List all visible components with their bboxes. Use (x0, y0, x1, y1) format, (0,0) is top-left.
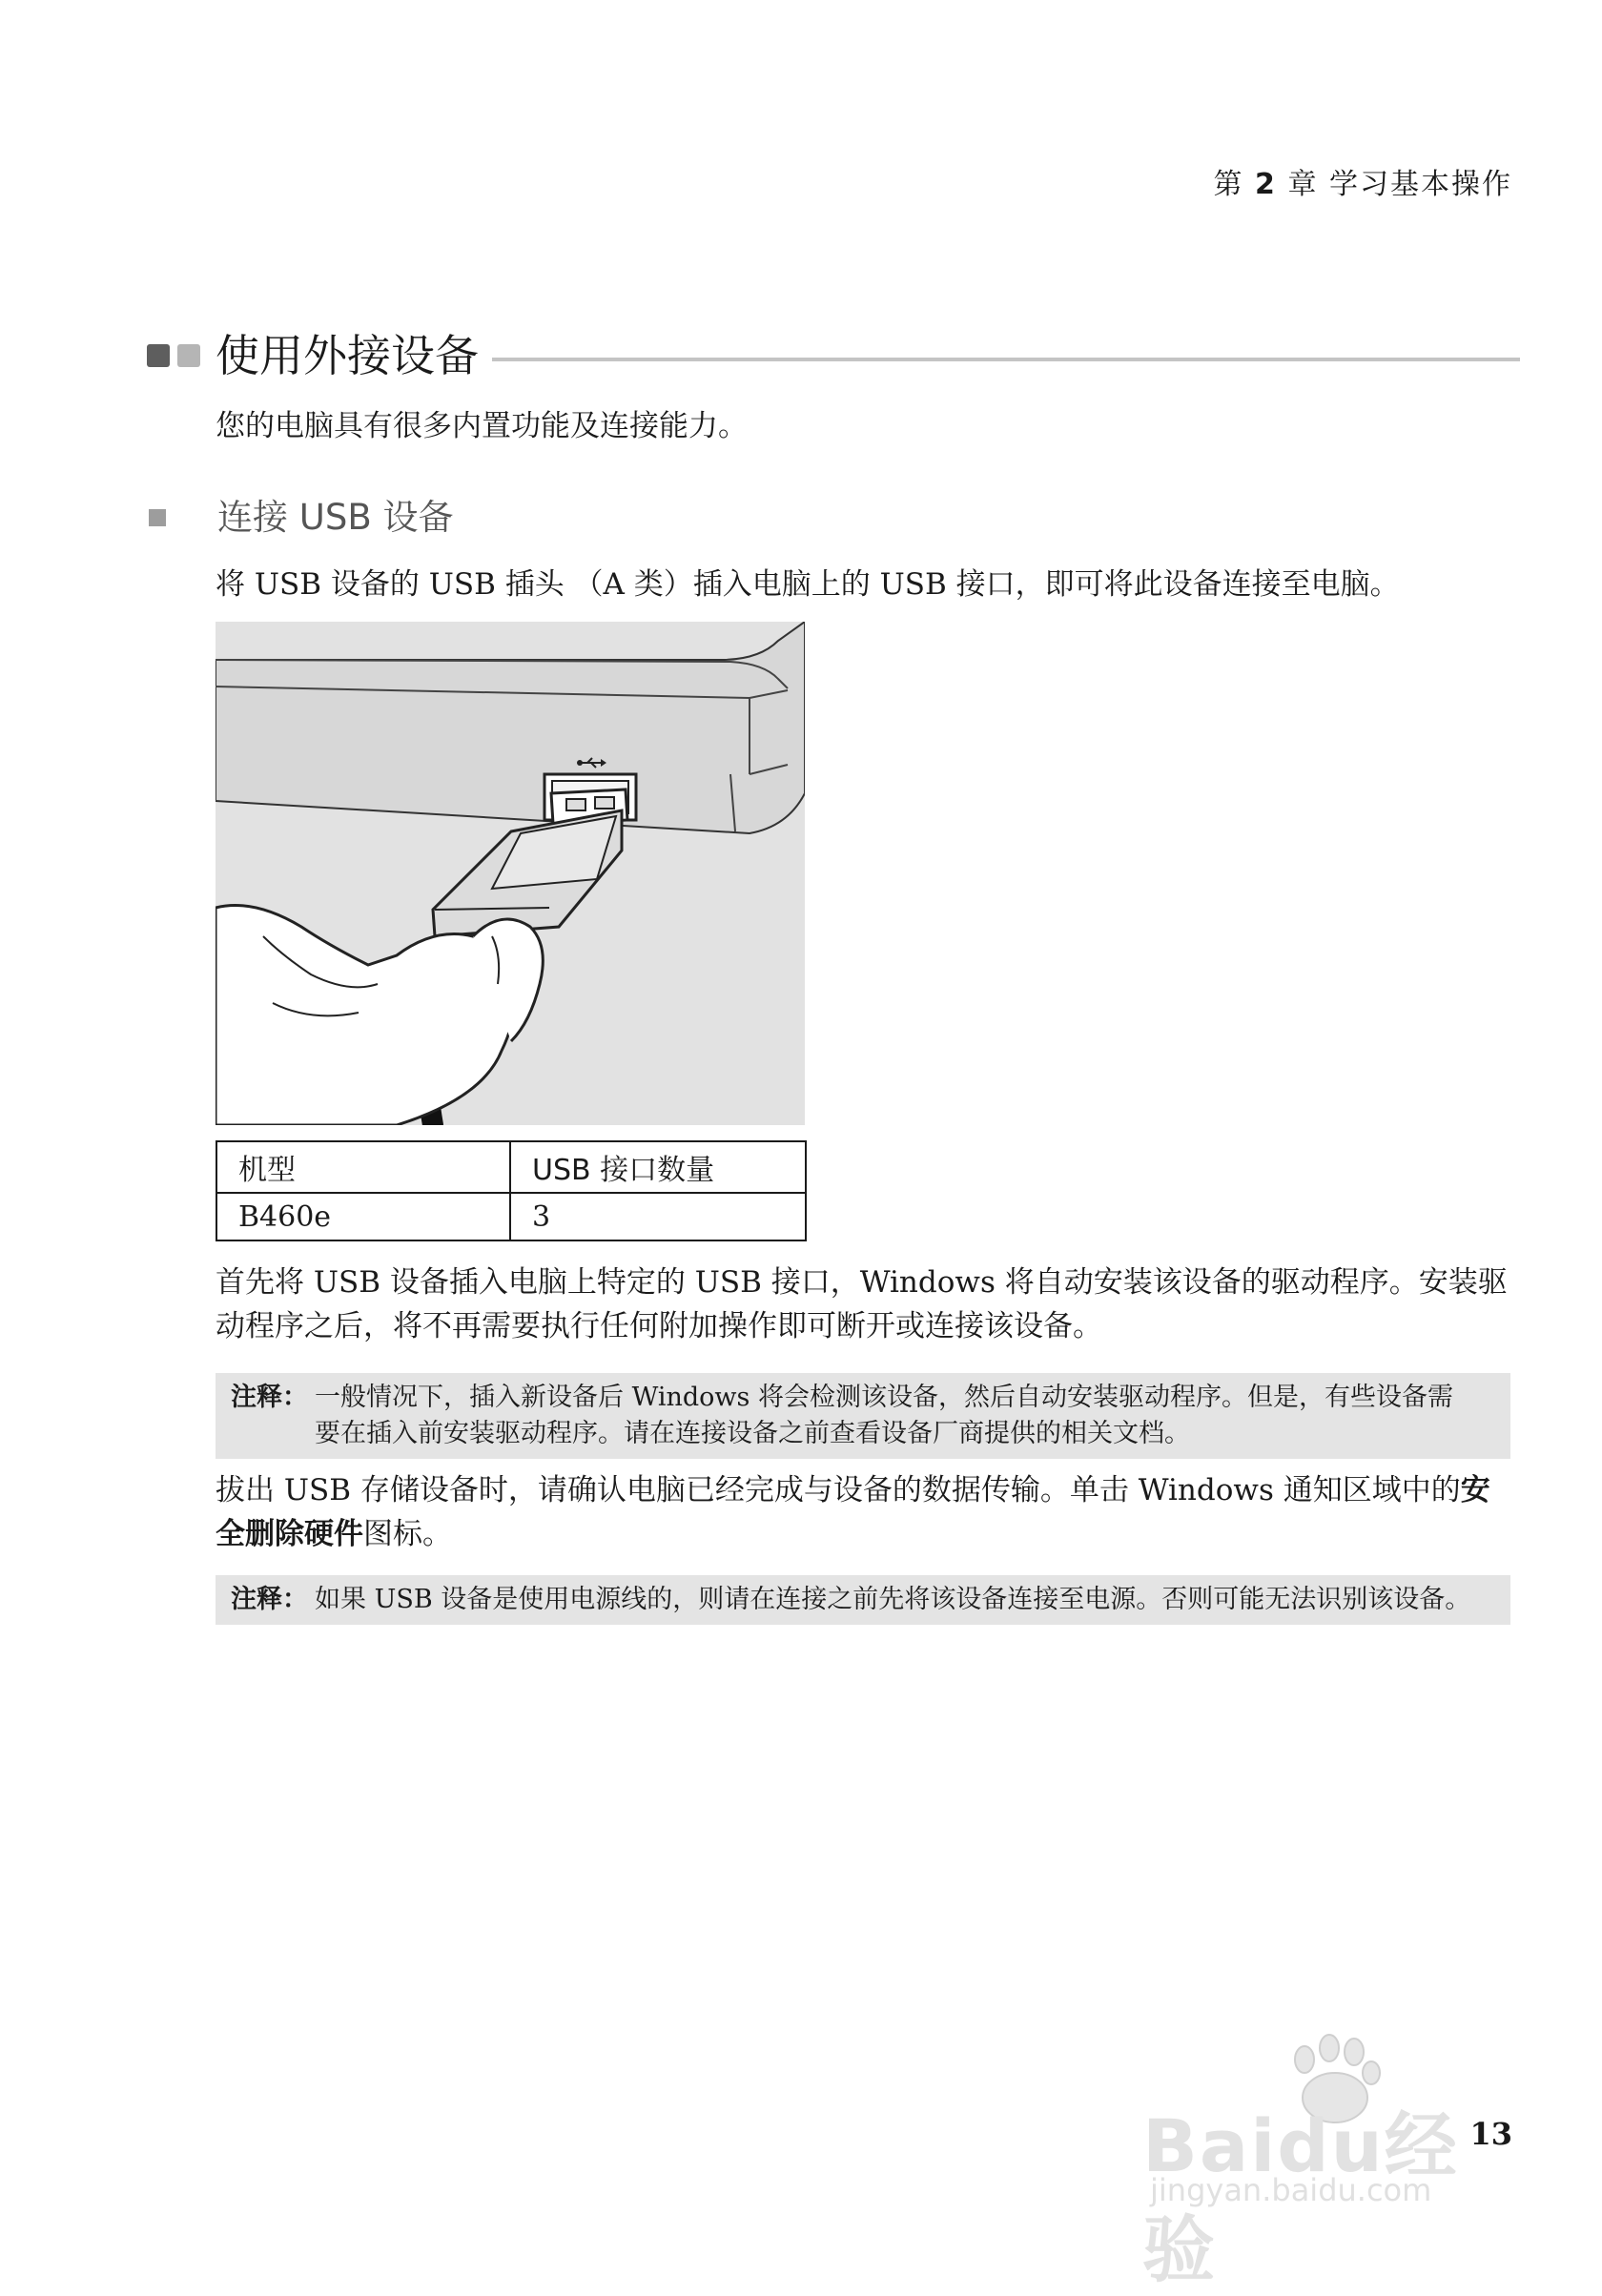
subsection-bullet (149, 509, 166, 526)
baidu-watermark (1142, 2021, 1524, 2292)
table-header-usb-count: USB 接口数量 (510, 1141, 806, 1193)
section-heading (147, 329, 1520, 386)
note-line-1: 一般情况下，插入新设备后 Windows 将会检测该设备，然后自动安装驱动程序。但是，有些设备需 (315, 1383, 1453, 1412)
eject-paragraph-line-2 (216, 1512, 452, 1556)
note-line-2: 要在插入前安装驱动程序。请在连接设备之前查看设备厂商提供的相关文档。 (315, 1419, 1190, 1448)
eject-paragraph-end: 图标。 (363, 1517, 452, 1551)
chapter-prefix: 第 (1213, 168, 1244, 201)
usb-instruction: 将 USB 设备的 USB 插头 （A 类）插入电脑上的 USB 接口，即可将此设备连接至电脑。 (216, 567, 1400, 602)
usb-insertion-illustration (216, 622, 805, 1125)
watermark-brand: Bai (1142, 2103, 1278, 2188)
subsection-title: 连接 USB 设备 (217, 497, 454, 538)
driver-paragraph-line-2: 动程序之后，将不再需要执行任何附加操作即可断开或连接该设备。 (216, 1309, 1102, 1343)
watermark-brand-du: du (1277, 2103, 1385, 2188)
section-marker-dark (147, 344, 170, 367)
usb-port-table (216, 1140, 807, 1241)
watermark-suffix: 经验 (1142, 2103, 1459, 2292)
chapter-number: 2 (1255, 168, 1277, 201)
chapter-title: 章 学习基本操作 (1287, 168, 1512, 201)
section-rule (492, 358, 1520, 361)
note-box-1 (216, 1373, 1510, 1459)
eject-paragraph-line-1 (216, 1468, 1512, 1512)
table-cell-model: B460e (216, 1193, 510, 1240)
subsection-heading (149, 496, 721, 543)
section-marker-light (177, 344, 200, 367)
note-box-2 (216, 1575, 1510, 1625)
watermark-url: jingyan.baidu.com (1150, 2172, 1432, 2208)
table-header-row (216, 1141, 806, 1193)
driver-paragraph-line-1: 首先将 USB 设备插入电脑上特定的 USB 接口，Windows 将自动安装该设备的驱动程序。安装驱 (216, 1265, 1508, 1300)
section-title: 使用外接设备 (216, 330, 479, 381)
page-number: 13 (1469, 2116, 1512, 2152)
note-label: 注释： (231, 1585, 308, 1614)
table-row (216, 1193, 806, 1240)
chapter-header (1213, 160, 1512, 202)
safely-remove-hardware-term-start: 安 (1460, 1473, 1490, 1507)
eject-paragraph-text: 拔出 USB 存储设备时，请确认电脑已经完成与设备的数据传输。单击 Windows 通知区域中的 (216, 1473, 1461, 1507)
table-cell-usb-count: 3 (510, 1193, 806, 1240)
note-label: 注释： (231, 1383, 308, 1412)
table-header-model: 机型 (216, 1141, 510, 1193)
note-line-1: 如果 USB 设备是使用电源线的，则请在连接之前先将该设备连接至电源。否则可能无法识别该设备。 (315, 1585, 1471, 1614)
safely-remove-hardware-term: 全删除硬件 (216, 1517, 363, 1551)
section-intro: 您的电脑具有很多内置功能及连接能力。 (216, 409, 748, 443)
